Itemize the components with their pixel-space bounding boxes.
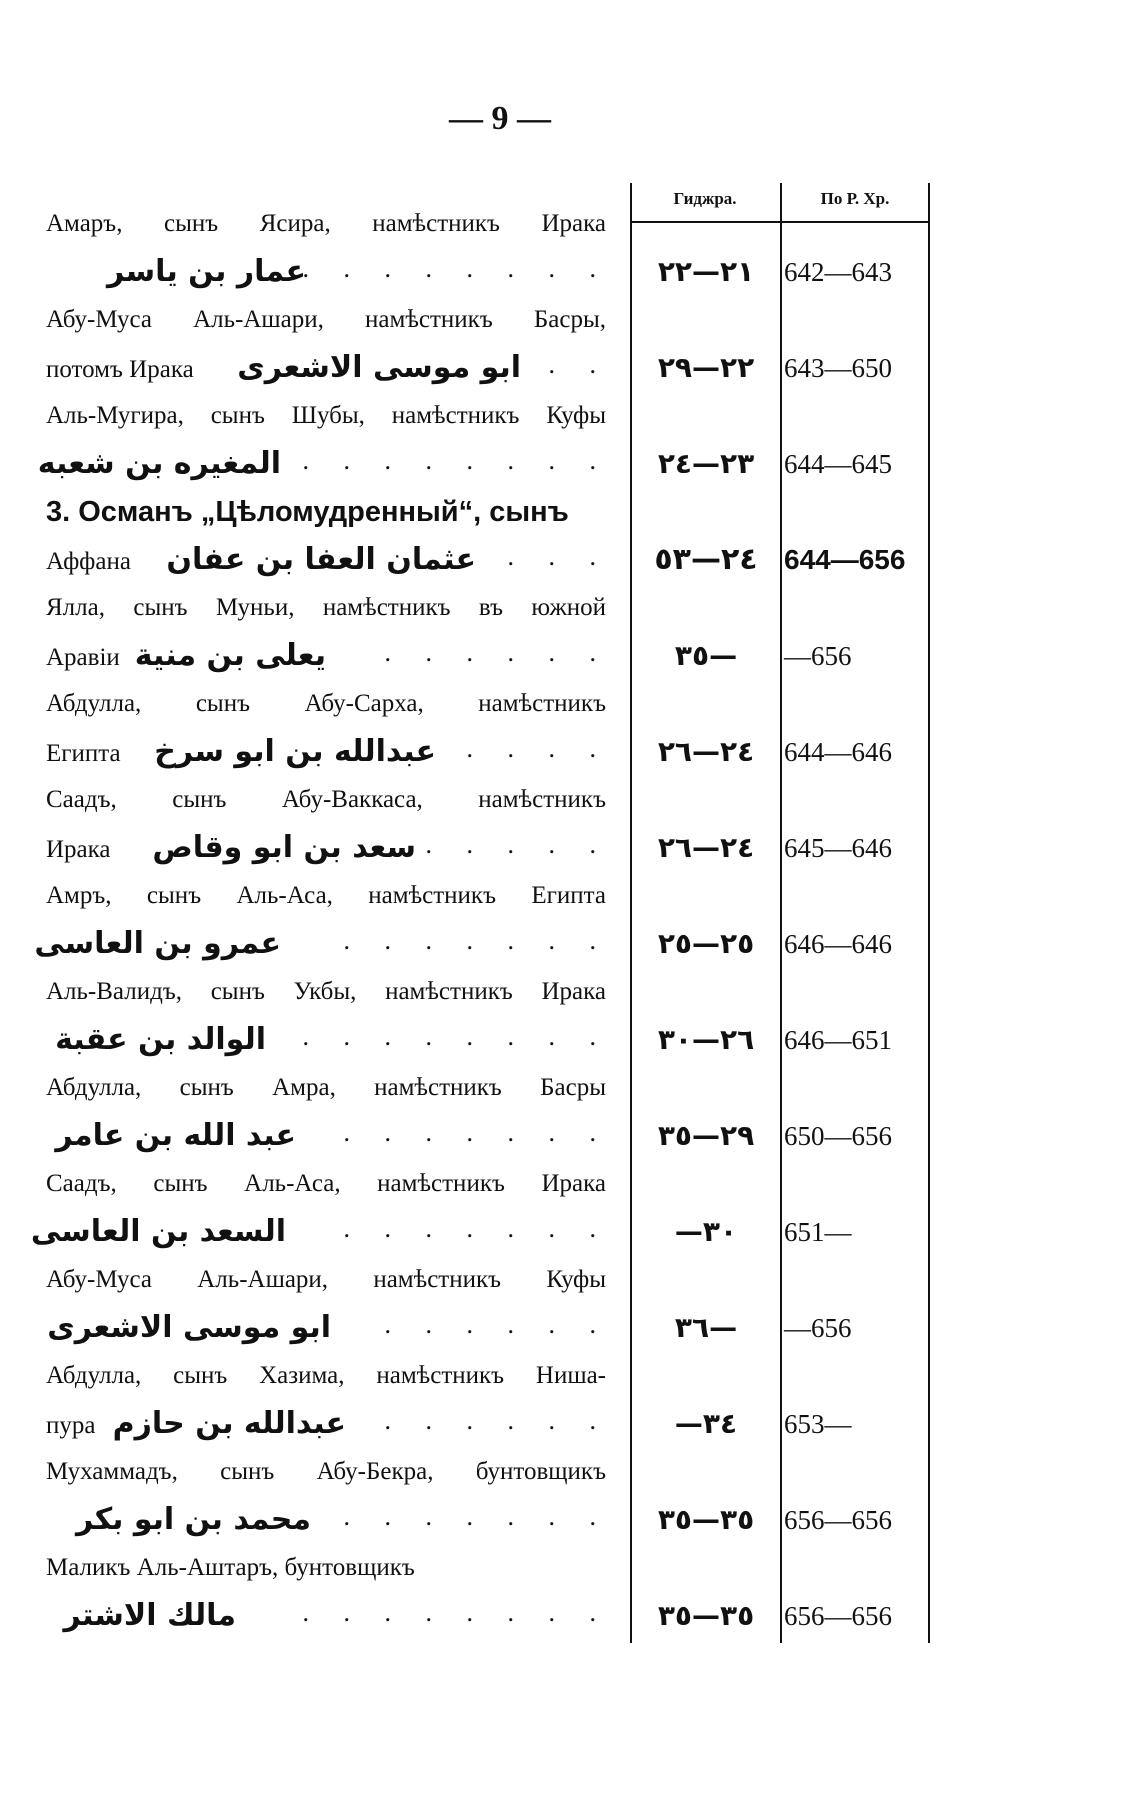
governor-entry (0, 488, 1140, 584)
governor-entry (0, 584, 1140, 680)
christian-era-years: 643—650 (784, 353, 892, 383)
hijra-years: —٣٥ (674, 639, 738, 672)
governor-entry (0, 1544, 1140, 1640)
entry-detail-line (0, 344, 1140, 392)
christian-era-years: 653— (784, 1409, 852, 1439)
entry-arabic-name: عبد الله بن عامر (55, 1118, 296, 1153)
entry-title-line (0, 392, 1140, 440)
leader-dots: . . . . . . . . (302, 446, 610, 475)
governors-list (0, 200, 1140, 1640)
entry-title-line (0, 1064, 1140, 1112)
entry-detail (34, 924, 616, 968)
hijra-years: ٢٤—٢٦ (657, 735, 755, 768)
entry-detail-line (0, 248, 1140, 296)
leader-dots: . . . . . . . (343, 1502, 610, 1531)
entry-detail-line (0, 1016, 1140, 1064)
entry-arabic-name: عمرو بن العاسى (34, 926, 281, 961)
entry-arabic-name: مالك الاشتر (63, 1598, 236, 1633)
entry-name: Ялла, сынъ Муньи, намѣстникъ въ южной (46, 594, 606, 621)
hijra-years: ٢٤—٢٦ (657, 831, 755, 864)
leader-dots: . . . . . . . . (302, 1022, 610, 1051)
hijra-years: ٢٤—٥٣ (654, 542, 758, 577)
entry-detail (46, 732, 616, 776)
hijra-years: ٢٥—٢٥ (657, 927, 755, 960)
page-number: — 9 — (449, 100, 551, 137)
entry-name: Абу-Муса Аль-Ашари, намѣстникъ Басры, (46, 306, 606, 333)
entry-name-continuation: Аравіи (46, 644, 120, 671)
hijra-years: ٢١—٢٢ (657, 255, 755, 288)
hijra-years: ٣٥—٣٥ (657, 1503, 755, 1536)
leader-dots: . . (548, 350, 610, 379)
entry-title-line (0, 200, 1140, 248)
christian-era-years: 645—646 (784, 833, 892, 863)
entry-detail (46, 540, 616, 584)
entry-arabic-name: عبدالله بن حازم (112, 1406, 346, 1441)
governor-entry (0, 680, 1140, 776)
entry-name: Маликъ Аль-Аштаръ, бунтовщикъ (46, 1554, 415, 1581)
christian-era-years: —656 (784, 641, 852, 671)
entry-name-continuation: Аффана (46, 548, 131, 575)
christian-era-years: 642—643 (784, 257, 892, 287)
entry-name: Амръ, сынъ Аль-Аса, намѣстникъ Египта (46, 882, 606, 909)
entry-detail (46, 1020, 616, 1064)
entry-name: Абдулла, сынъ Абу-Сарха, намѣстникъ (46, 690, 606, 717)
entry-title-line (0, 584, 1140, 632)
entry-name: Аль-Валидъ, сынъ Укбы, намѣстникъ Ирака (46, 978, 606, 1005)
leader-dots: . . . (507, 542, 610, 571)
entry-detail-line (0, 1304, 1140, 1352)
entry-detail-line (0, 1400, 1140, 1448)
entry-arabic-name: المغيره بن شعبه (37, 446, 281, 481)
column-header-christian-era: По Р. Хр. (820, 189, 890, 208)
hijra-years: ٣٥—٣٥ (657, 1599, 755, 1632)
entry-detail-line (0, 632, 1140, 680)
entry-detail (46, 1404, 616, 1448)
entry-detail (46, 348, 616, 392)
entry-detail-line (0, 1112, 1140, 1160)
entry-title-line (0, 680, 1140, 728)
entry-arabic-name: الوالد بن عقبة (55, 1022, 266, 1057)
christian-era-years: 656—656 (784, 1505, 892, 1535)
entry-name: Мухаммадъ, сынъ Абу-Бекра, бунтовщикъ (46, 1458, 606, 1485)
entry-name: Саадъ, сынъ Абу-Ваккаса, намѣстникъ (46, 786, 606, 813)
entry-arabic-name: محمد بن ابو بكر (76, 1502, 311, 1537)
entry-detail (46, 1116, 616, 1160)
hijra-years: ٢٣—٢٤ (657, 447, 755, 480)
christian-era-years: 646—651 (784, 1025, 892, 1055)
leader-dots: . . . . . . . (343, 1214, 610, 1243)
entry-title-line (0, 1256, 1140, 1304)
hijra-years: ٢٢—٢٩ (657, 351, 755, 384)
governor-entry (0, 1256, 1140, 1352)
governor-entry (0, 872, 1140, 968)
entry-name: Саадъ, сынъ Аль-Аса, намѣстникъ Ирака (46, 1170, 606, 1197)
governor-entry (0, 1352, 1140, 1448)
leader-dots: . . . . (466, 734, 610, 763)
entry-detail-line (0, 728, 1140, 776)
entry-arabic-name: يعلى بن منية (134, 638, 326, 673)
christian-era-years: 644—646 (784, 737, 892, 767)
entry-detail-line (0, 536, 1140, 584)
entry-detail (46, 1596, 616, 1640)
leader-dots: . . . . . . . . (302, 254, 610, 283)
hijra-years: —٣٦ (674, 1311, 738, 1344)
entry-title-line (0, 1160, 1140, 1208)
governor-entry (0, 296, 1140, 392)
entry-arabic-name: ابو موسى الاشعرى (237, 350, 521, 385)
entry-title-line (0, 872, 1140, 920)
entry-title-line (0, 968, 1140, 1016)
hijra-years: ٣٤— (674, 1407, 738, 1440)
governor-entry (0, 200, 1140, 296)
column-header-hijra: Гиджра. (673, 189, 737, 208)
leader-dots: . . . . . (425, 830, 610, 859)
entry-name: Абдулла, сынъ Хазима, намѣстникъ Ниша- (46, 1362, 606, 1389)
hijra-years: ٣٠— (674, 1215, 738, 1248)
entry-arabic-name: عمار بن ياسر (107, 254, 306, 289)
entry-name-continuation: потомъ Ирака (46, 356, 194, 383)
entry-detail-line (0, 440, 1140, 488)
entry-arabic-name: ابو موسى الاشعرى (47, 1310, 331, 1345)
entry-detail-line (0, 920, 1140, 968)
entry-detail (46, 252, 616, 296)
entry-detail (46, 1500, 616, 1544)
entry-detail-line (0, 1496, 1140, 1544)
christian-era-years: 650—656 (784, 1121, 892, 1151)
hijra-years: ٢٦—٣٠ (657, 1023, 755, 1056)
leader-dots: . . . . . . (384, 1406, 610, 1435)
christian-era-years: 646—646 (784, 929, 892, 959)
entry-arabic-name: سعد بن ابو وقاص (152, 830, 416, 865)
entry-name-continuation: Ирака (46, 836, 111, 863)
christian-era-years: 656—656 (784, 1601, 892, 1631)
entry-title-line (0, 1352, 1140, 1400)
leader-dots: . . . . . . (384, 1310, 610, 1339)
entry-arabic-name: عبدالله بن ابو سرخ (154, 734, 436, 769)
governor-entry (0, 776, 1140, 872)
entry-name: 3. Османъ „Цѣломудренный“, сынъ (46, 496, 569, 528)
entry-title-line (0, 1448, 1140, 1496)
leader-dots: . . . . . . . (343, 926, 610, 955)
governor-entry (0, 1064, 1140, 1160)
entry-title-line (0, 296, 1140, 344)
entry-detail-line (0, 1592, 1140, 1640)
entry-title-line (0, 1544, 1140, 1592)
entry-arabic-name: عثمان العفا بن عفان (166, 542, 476, 577)
entry-arabic-name: السعد بن العاسى (30, 1214, 286, 1249)
hijra-years: ٢٩—٣٥ (657, 1119, 755, 1152)
governor-entry (0, 1448, 1140, 1544)
christian-era-years: —656 (784, 1313, 852, 1343)
entry-name: Абдулла, сынъ Амра, намѣстникъ Басры (46, 1074, 606, 1101)
christian-era-years: 651— (784, 1217, 852, 1247)
leader-dots: . . . . . . . . (302, 1598, 610, 1627)
entry-name: Амаръ, сынъ Ясира, намѣстникъ Ирака (46, 210, 606, 237)
entry-name: Аль-Мугира, сынъ Шубы, намѣстникъ Куфы (46, 402, 606, 429)
governor-entry (0, 968, 1140, 1064)
christian-era-years: 644—645 (784, 449, 892, 479)
leader-dots: . . . . . . . (343, 1118, 610, 1147)
entry-title-line (0, 488, 1140, 536)
christian-era-years: 644—656 (784, 544, 906, 575)
governor-entry (0, 392, 1140, 488)
entry-detail (37, 444, 616, 488)
entry-detail (46, 636, 616, 680)
entry-name: Абу-Муса Аль-Ашари, намѣстникъ Куфы (46, 1266, 606, 1293)
entry-name-continuation: пура (46, 1412, 96, 1439)
entry-name-continuation: Египта (46, 740, 121, 767)
entry-detail (46, 1308, 616, 1352)
governor-entry (0, 1160, 1140, 1256)
entry-title-line (0, 776, 1140, 824)
entry-detail-line (0, 824, 1140, 872)
leader-dots: . . . . . . (384, 638, 610, 667)
entry-detail-line (0, 1208, 1140, 1256)
entry-detail (46, 828, 616, 872)
entry-detail (30, 1212, 616, 1256)
